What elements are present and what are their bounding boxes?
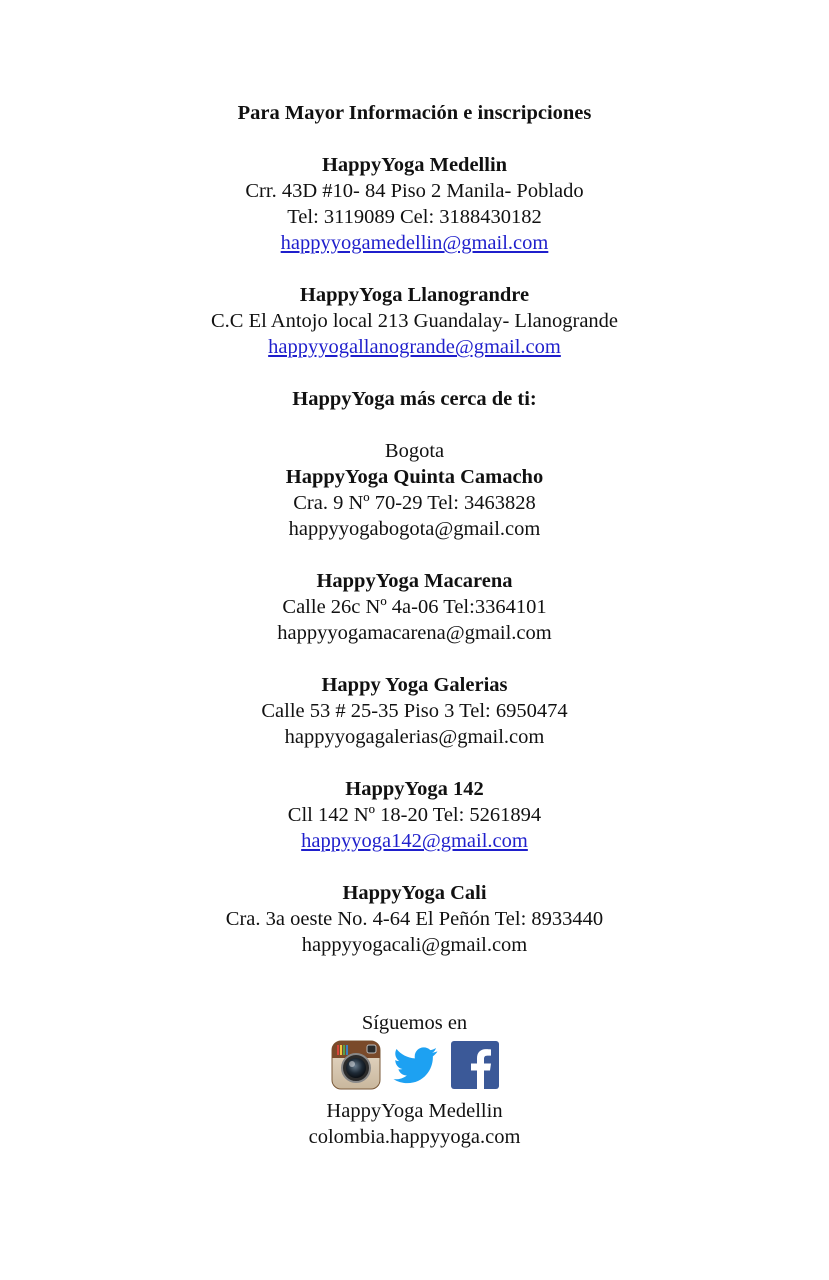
- medellin-address: Crr. 43D #10- 84 Piso 2 Manila- Poblado: [245, 180, 584, 202]
- quinta-camacho-address: Cra. 9 Nº 70-29 Tel: 3463828: [293, 492, 536, 514]
- twitter-icon[interactable]: [391, 1043, 441, 1087]
- llanogrande-email-link[interactable]: happyyogallanogrande@gmail.com: [268, 336, 561, 358]
- facebook-icon[interactable]: [451, 1041, 499, 1089]
- llanogrande-name: HappyYoga Llanograndre: [299, 284, 530, 306]
- nearby-heading: HappyYoga más cerca de ti:: [292, 388, 537, 410]
- cali-address: Cra. 3a oeste No. 4-64 El Peñón Tel: 8933440: [225, 908, 604, 930]
- info-heading: Para Mayor Información e inscripciones: [237, 102, 592, 124]
- medellin-email-link[interactable]: happyyogamedellin@gmail.com: [280, 232, 549, 254]
- macarena-name: HappyYoga Macarena: [316, 570, 513, 592]
- llanogrande-address: C.C El Antojo local 213 Guandalay- Llanogrande: [210, 310, 619, 332]
- document-page: [0, 100, 829, 1150]
- yoga142-name: HappyYoga 142: [345, 778, 484, 800]
- quinta-camacho-name: HappyYoga Quinta Camacho: [285, 466, 544, 488]
- cali-name: HappyYoga Cali: [342, 882, 487, 904]
- galerias-name: Happy Yoga Galerias: [321, 674, 508, 696]
- cali-email: happyyogacali@gmail.com: [301, 934, 528, 956]
- quinta-camacho-email: happyyogabogota@gmail.com: [288, 518, 541, 540]
- galerias-address: Calle 53 # 25-35 Piso 3 Tel: 6950474: [261, 700, 568, 722]
- footer-name: HappyYoga Medellin: [326, 1100, 503, 1122]
- medellin-name: HappyYoga Medellin: [321, 154, 508, 176]
- galerias-email: happyyogagalerias@gmail.com: [284, 726, 545, 748]
- medellin-phone: Tel: 3119089 Cel: 3188430182: [287, 206, 542, 228]
- social-icons: [0, 1039, 829, 1091]
- macarena-address: Calle 26c Nº 4a-06 Tel:3364101: [282, 596, 547, 618]
- footer-website: colombia.happyyoga.com: [308, 1126, 521, 1148]
- yoga142-address: Cll 142 Nº 18-20 Tel: 5261894: [287, 804, 542, 826]
- macarena-email: happyyogamacarena@gmail.com: [277, 622, 552, 644]
- follow-us-label: Síguemos en: [361, 1012, 468, 1034]
- city-label: Bogota: [384, 440, 445, 462]
- yoga142-email-link[interactable]: happyyoga142@gmail.com: [301, 830, 528, 852]
- instagram-icon[interactable]: [331, 1040, 381, 1090]
